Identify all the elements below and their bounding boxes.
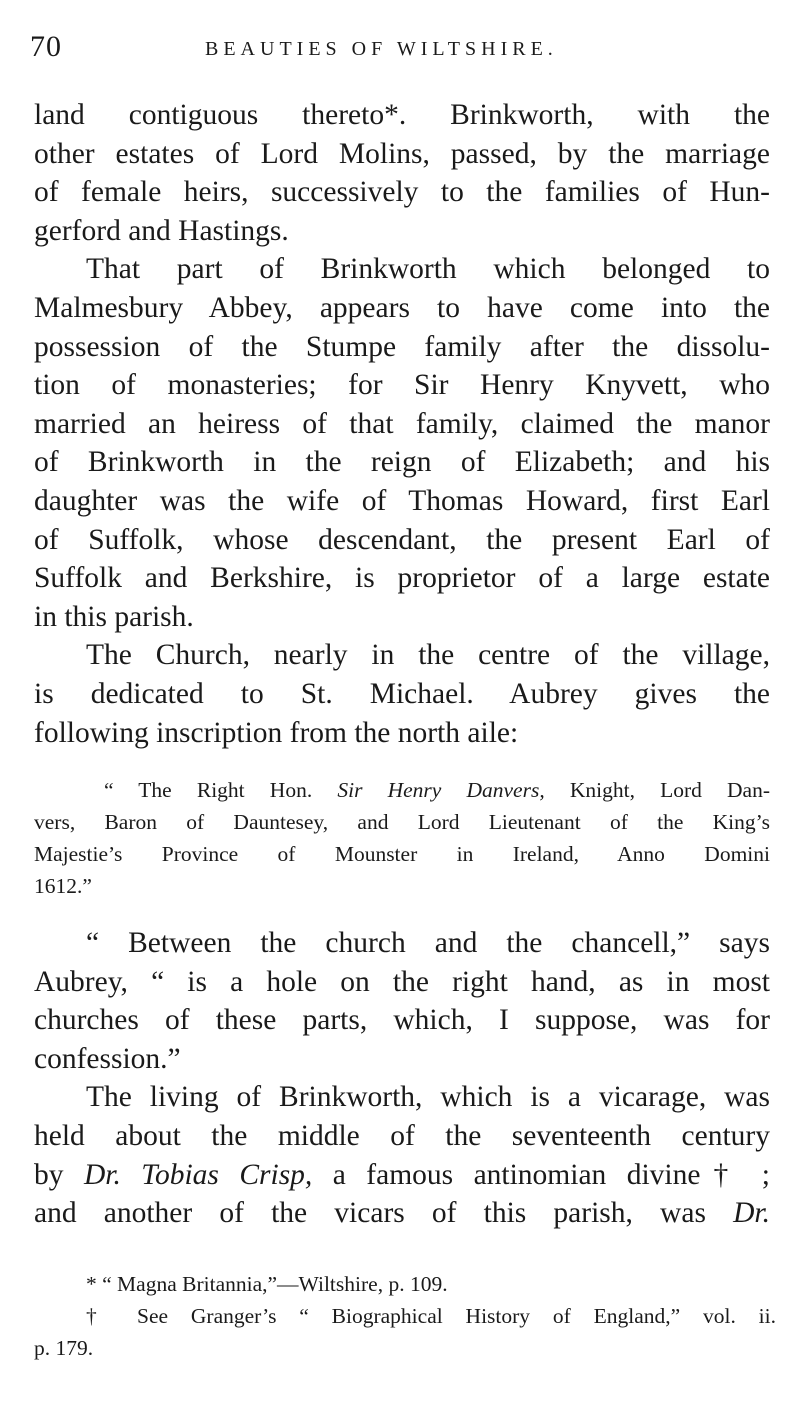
text-line: of female heirs, successively to the families of Hun-	[34, 176, 770, 209]
text-segment: by	[34, 1158, 84, 1191]
text-line: daughter was the wife of Thomas Howard, first Earl	[34, 484, 770, 517]
text-line	[34, 1194, 770, 1233]
paragraph	[34, 636, 770, 752]
text-segment: a famous antinomian divine† ;	[312, 1158, 770, 1191]
text-line: Malmesbury Abbey, appears to have come into the	[34, 291, 770, 324]
text-line: possession of the Stumpe family after the dissolu-	[34, 330, 770, 363]
text-line: in this parish.	[34, 600, 194, 633]
text-line: tion of monasteries; for Sir Henry Knyvett, who	[34, 369, 770, 402]
footnote-continuation: p. 179.	[34, 1336, 94, 1360]
quote-italic-name: Sir Henry Danvers,	[337, 778, 545, 803]
text-line: The living of Brinkworth, which is a vicarage, was	[86, 1081, 770, 1114]
text-line: gerford and Hastings.	[34, 214, 289, 247]
running-head	[30, 30, 770, 70]
text-line: churches of these parts, which, I suppose, was for	[34, 1004, 770, 1037]
paragraph	[34, 250, 770, 636]
text-line: is dedicated to St. Michael. Aubrey gives the	[34, 677, 770, 710]
quote-line: 1612.”	[34, 874, 92, 899]
paragraph	[34, 96, 770, 250]
quote-line: Majestie’s Province of Mounster in Ireland, Anno Domini	[34, 842, 770, 867]
page-number: 70	[30, 30, 62, 63]
text-line: married an heiress of that family, claimed the manor	[34, 407, 770, 440]
text-line: Suffolk and Berkshire, is proprietor of a large estate	[34, 562, 770, 595]
text-line: The Church, nearly in the centre of the village,	[86, 639, 770, 672]
text-line: confession.”	[34, 1042, 181, 1075]
text-line: Aubrey, “ is a hole on the right hand, as in most	[34, 965, 770, 998]
text-line: other estates of Lord Molins, passed, by the marriage	[34, 137, 770, 170]
text-line: “ Between the church and the chancell,” says	[86, 927, 770, 960]
italic-name: Dr. Tobias Crisp,	[83, 1158, 313, 1191]
text-segment: and another of the vicars of this parish, was	[34, 1197, 734, 1230]
paragraph	[34, 1078, 770, 1232]
quote-line: vers, Baron of Dauntesey, and Lord Lieutenant of the King’s	[34, 810, 770, 835]
quote-line	[34, 774, 770, 806]
quote-text: “ The Right Hon.	[104, 778, 338, 803]
running-title: BEAUTIES OF WILTSHIRE.	[205, 38, 558, 60]
footnote: † See Granger’s “ Biographical History of England,” vol. ii.	[86, 1304, 776, 1328]
footnotes	[34, 1268, 776, 1364]
italic-name: Dr.	[733, 1197, 770, 1230]
text-line: held about the middle of the seventeenth century	[34, 1120, 770, 1153]
footnote: * “ Magna Britannia,”—Wiltshire, p. 109.	[86, 1272, 448, 1296]
text-line	[34, 1156, 770, 1195]
text-line: of Suffolk, whose descendant, the present Earl of	[34, 523, 770, 556]
quote-text: Knight, Lord Dan-	[544, 778, 771, 803]
text-line: of Brinkworth in the reign of Elizabeth; and his	[34, 446, 770, 479]
paragraph	[34, 924, 770, 1078]
inscription-quote	[34, 774, 770, 902]
body-text	[34, 96, 770, 1233]
text-line: That part of Brinkworth which belonged to	[86, 253, 770, 286]
text-line: following inscription from the north aile:	[34, 716, 519, 749]
text-line: land contiguous thereto*. Brinkworth, with the	[34, 99, 770, 131]
